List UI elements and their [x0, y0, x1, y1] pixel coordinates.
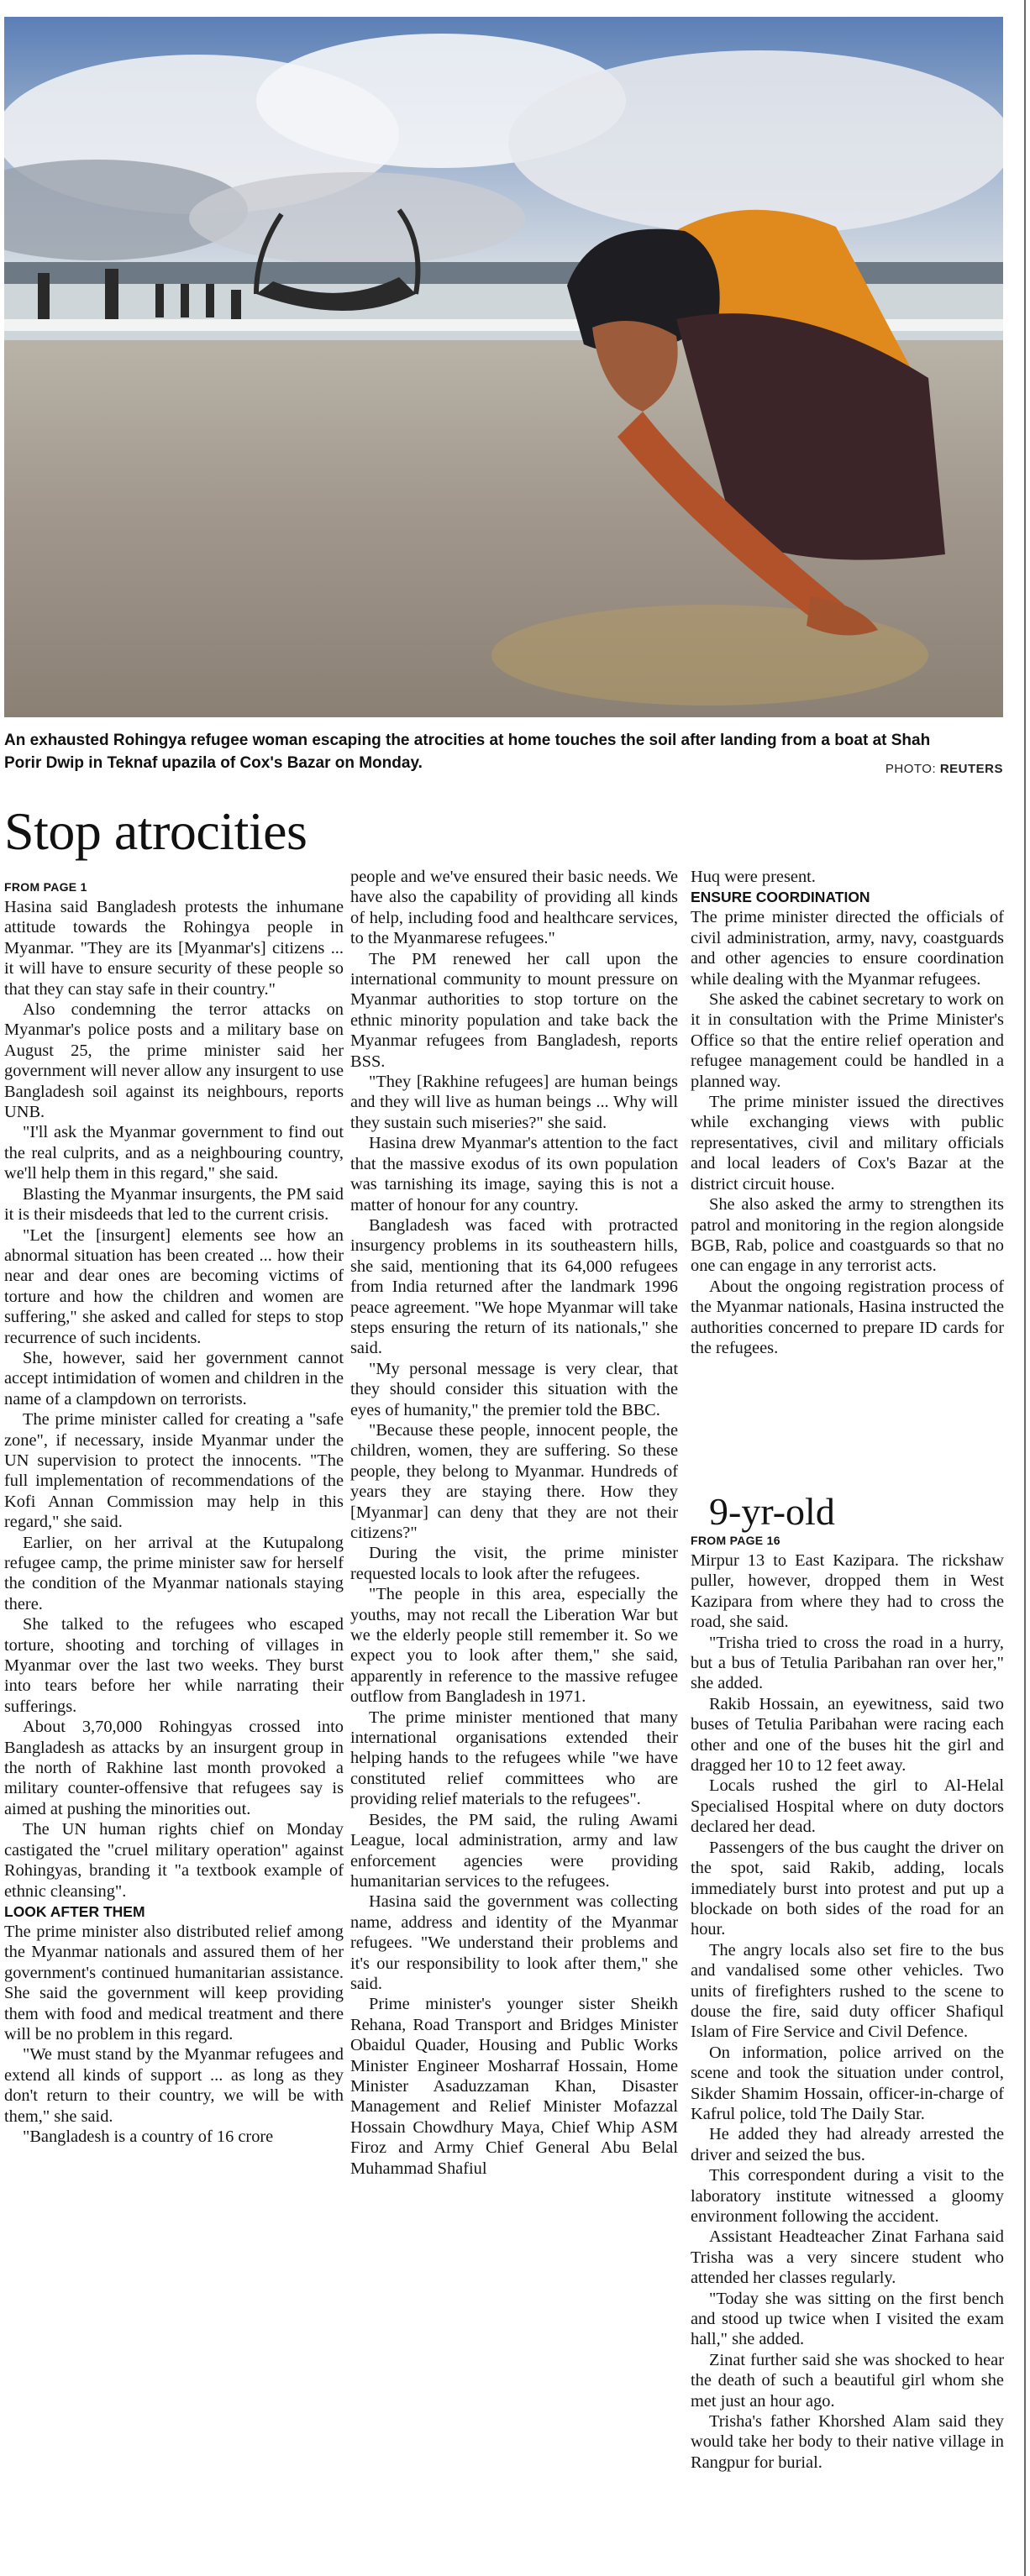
- paragraph: "The people in this area, especially the youths, may not recall the Liberation War but we the elderly people still remember it. So we expect you to look after them," she said, apparently in reference to the massive refugee outflow from Bangladesh in 1971.: [350, 1585, 678, 1707]
- headline-stop-atrocities: Stop atrocities: [4, 801, 307, 861]
- paragraph: About 3,70,000 Rohingyas crossed into Bangladesh as attacks by an insurgent group in the north of Rakhine last month provoked a military counter-offensive that refugees say is aimed at pushing the minorities out.: [4, 1718, 344, 1818]
- story1-col1-paragraphs: [4, 897, 344, 1902]
- person-silhouette: [181, 284, 189, 317]
- story2-paragraphs: [691, 1550, 1004, 2473]
- paragraph: people and we've ensured their basic needs. We have also the capability of providing all kinds of help, including food and healthcare services, to the Myanmarese refugees.": [350, 868, 678, 948]
- paragraph: On information, police arrived on the scene and took the situation under control, Sikder Shamim Hossain, officer-in-charge of Kafrul police, told The Daily Star.: [691, 2043, 1004, 2123]
- paragraph: She talked to the refugees who escaped torture, shooting and torching of villages in Myanmar over the last two weeks. They burst into tears before her while narrating their sufferings.: [4, 1615, 344, 1716]
- paragraph: Hasina drew Myanmar's attention to the fact that the massive exodus of its own population was tarnishing its image, saying this is not a matter of honour for any country.: [350, 1134, 678, 1215]
- story2-column: [691, 1492, 1004, 2473]
- page-edge-rule: [1024, 0, 1026, 2576]
- subhead-ensure-coordination: ENSURE COORDINATION: [691, 889, 870, 906]
- paragraph: Blasting the Myanmar insurgents, the PM said it is their misdeeds that led to the current crisis.: [4, 1184, 344, 1225]
- paragraph: Hasina said the government was collecting name, address and identity of the Myanmar refugees. "We understand their problems and it's our responsibility to look after them," she said.: [350, 1892, 678, 1993]
- subhead-look-after-them: LOOK AFTER THEM: [4, 1902, 145, 1920]
- photo-caption: An exhausted Rohingya refugee woman escaping the atrocities at home touches the soil after landing from a boat at Shah Porir Dwip in Teknaf upazila of Cox's Bazar on Monday.: [4, 732, 931, 772]
- paragraph: "Today she was sitting on the first bench and stood up twice when I visited the exam hall," she added.: [691, 2289, 1004, 2349]
- cloud: [508, 50, 1003, 235]
- paragraph: Locals rushed the girl to Al-Helal Specialised Hospital where on duty doctors declared her dead.: [691, 1776, 1004, 1837]
- paragraph: The PM renewed her call upon the international community to mount pressure on Myanmar authorities to stop torture on the ethnic minority population and take back the Myanmar refugees from Bangladesh, reports BSS.: [350, 949, 678, 1071]
- story1-from-page: FROM PAGE 1: [4, 880, 87, 894]
- paragraph: Passengers of the bus caught the driver on the spot, said Rakib, adding, locals immediately burst into protest and put up a blockade on both sides of the road for an hour.: [691, 1838, 1004, 1939]
- paragraph: "Because these people, innocent people, the children, women, they are suffering. So these people, they belong to Myanmar. Hundreds of years they are staying there. How they [Myanmar] can deny that they are not their citizens?": [350, 1420, 678, 1542]
- paragraph: Rakib Hossain, an eyewitness, said two buses of Tetulia Paribahan were racing each other and one of the buses hit the girl and dragged her 10 to 12 feet away.: [691, 1694, 1004, 1776]
- story1-col1b-paragraphs: [4, 1922, 344, 2147]
- person-silhouette: [38, 273, 50, 319]
- paragraph: She, however, said her government cannot accept intimidation of women and children in the name of a clampdown on terrorists.: [4, 1348, 344, 1409]
- paragraph: Trisha's father Khorshed Alam said they would take her body to their native village in Rangpur for burial.: [691, 2412, 1004, 2472]
- person-silhouette: [231, 290, 241, 319]
- paragraph: The angry locals also set fire to the bus and vandalised some other vehicles. Two units of firefighters rushed to the scene to douse the fire, said duty officer Shafiqul Islam of Fire Service and Civil Defence.: [691, 1940, 1004, 2042]
- story1-col3-lead: Huq were present.: [691, 868, 816, 886]
- paragraph: Mirpur 13 to East Kazipara. The rickshaw puller, however, dropped them in West Kazipara from where they had to cross the road, she said.: [691, 1551, 1004, 1632]
- news-photo: [4, 17, 1003, 717]
- paragraph: Zinat further said she was shocked to hear the death of such a beautiful girl whom she met just an hour ago.: [691, 2350, 1004, 2411]
- paragraph: "Bangladesh is a country of 16 crore: [23, 2127, 274, 2146]
- story2-from-page: FROM PAGE 16: [691, 1534, 780, 1547]
- paragraph: "They [Rakhine refugees] are human beings and they will live as human beings ... Why will they sustain such miseries?" she said.: [350, 1073, 678, 1132]
- paragraph: About the ongoing registration process of the Myanmar nationals, Hasina instructed the authorities concerned to prepare ID cards for the refugees.: [691, 1277, 1004, 1357]
- paragraph: Assistant Headteacher Zinat Farhana said Trisha was a very sincere student who attended her classes regularly.: [691, 2227, 1004, 2288]
- paragraph: "We must stand by the Myanmar refugees and extend all kinds of support ... as long as they don't return to their country, we will be with them," she said.: [4, 2045, 344, 2126]
- photo-credit-label: PHOTO:: [885, 762, 937, 776]
- story1-col3-paragraphs: [691, 907, 1004, 1358]
- refugee-photo-illustration: [4, 17, 1003, 717]
- paragraph: The UN human rights chief on Monday castigated the "cruel military operation" against Rohingyas, branding it "a textbook example of ethnic cleansing".: [4, 1820, 344, 1901]
- person-silhouette: [105, 269, 118, 319]
- story1-column-2: [350, 867, 678, 2179]
- paragraph: Also condemning the terror attacks on Myanmar's police posts and a military base on August 25, the prime minister said her government will never allow any insurgent to use Bangladesh soil against its neighbours, reports UNB.: [4, 1000, 344, 1122]
- paragraph: Besides, the PM said, the ruling Awami League, local administration, army and law enforcement agencies were providing humanitarian services to the refugees.: [350, 1810, 678, 1891]
- photo-credit-source: REUTERS: [939, 762, 1003, 776]
- paragraph: Bangladesh was faced with protracted insurgency problems in its southeastern hills, she said, mentioning that its 64,000 refugees from India returned after the landmark 1996 peace agreement. "We hope Myanmar will take steps ensuring the return of its nationals," she said.: [350, 1215, 678, 1358]
- paragraph: She asked the cabinet secretary to work on it in consultation with the Prime Minister's Office so that the entire relief operation and refugee management could be handled in a planned way.: [691, 990, 1004, 1091]
- paragraph: "Trisha tried to cross the road in a hurry, but a bus of Tetulia Paribahan ran over her," she added.: [691, 1633, 1004, 1693]
- paragraph: The prime minister called for creating a "safe zone", if necessary, inside Myanmar under the UN supervision to protect the innocents. "The full implementation of recommendations of the Kofi Annan Commission may help in this regard," she said.: [4, 1410, 344, 1532]
- paragraph: During the visit, the prime minister requested locals to look after the refugees.: [350, 1544, 678, 1583]
- paragraph: She also asked the army to strengthen its patrol and monitoring in the region alongside BGB, Rab, police and coastguards so that no one can engage in any terrorist acts.: [691, 1195, 1004, 1276]
- paragraph: This correspondent during a visit to the laboratory institute witnessed a gloomy environment following the accident.: [691, 2166, 1004, 2226]
- story1-column-1: [4, 879, 344, 2147]
- paragraph: Earlier, on her arrival at the Kutupalong refugee camp, the prime minister saw for herself the condition of the Myanmar nationals staying there.: [4, 1533, 344, 1613]
- paragraph: "My personal message is very clear, that they should consider this situation with the eyes of humanity," the premier told the BBC.: [350, 1359, 678, 1419]
- cloud: [189, 172, 525, 265]
- photo-credit: [885, 762, 1003, 776]
- paragraph: "Let the [insurgent] elements see how an abnormal situation has been created ... how their near and dear ones are becoming victims of torture and how the children and women are suffering," she asked and called for steps to stop recurrence of such incidents.: [4, 1225, 344, 1347]
- paragraph: The prime minister directed the officials of civil administration, army, navy, coastguards and other agencies to ensure coordination while dealing with the Myanmar refugees.: [691, 908, 1004, 989]
- paragraph: "I'll ask the Myanmar government to find out the real culprits, and as a neighbouring country, we'll help them in this regard," she said.: [4, 1123, 344, 1183]
- paragraph: The prime minister mentioned that many international organisations extended their helping hands to the refugees while "we have constituted relief committees who are providing relief materials to the refugees".: [350, 1708, 678, 1809]
- story1-col2-paragraphs: [350, 867, 678, 2179]
- paragraph: Prime minister's younger sister Sheikh Rehana, Road Transport and Bridges Minister Obaidul Quader, Housing and Public Works Minister Engineer Mosharraf Hossain, Home Minister Asaduzzaman Khan, Disaster Management and Relief Minister Mofazzal Hossain Chowdhury Maya, Chief Whip ASM Firoz and Army Chief General Abu Belal Muhammad Shafiul: [350, 1995, 678, 2178]
- paragraph: Hasina said Bangladesh protests the inhumane attitude towards the Rohingya people in Myanmar. "They are its [Myanmar's] citizens ... it will have to ensure security of these people so that they can stay safe in their country.": [4, 898, 344, 999]
- headline-9-yr-old: 9-yr-old: [709, 1490, 835, 1533]
- paragraph: He added they had already arrested the driver and seized the bus.: [691, 2125, 1004, 2164]
- paragraph: The prime minister issued the directives while exchanging views with public representatives, civil and military officials and local leaders of Cox's Bazar at the district circuit house.: [691, 1093, 1004, 1194]
- paragraph: The prime minister also distributed relief among the Myanmar nationals and assured them of her government's continued humanitarian assistance. She said the government will keep providing them with food and medical treatment and there will be no problem in this regard.: [4, 1922, 344, 2043]
- person-silhouette: [155, 284, 164, 317]
- story1-column-3: [691, 867, 1004, 1358]
- person-silhouette: [206, 284, 214, 317]
